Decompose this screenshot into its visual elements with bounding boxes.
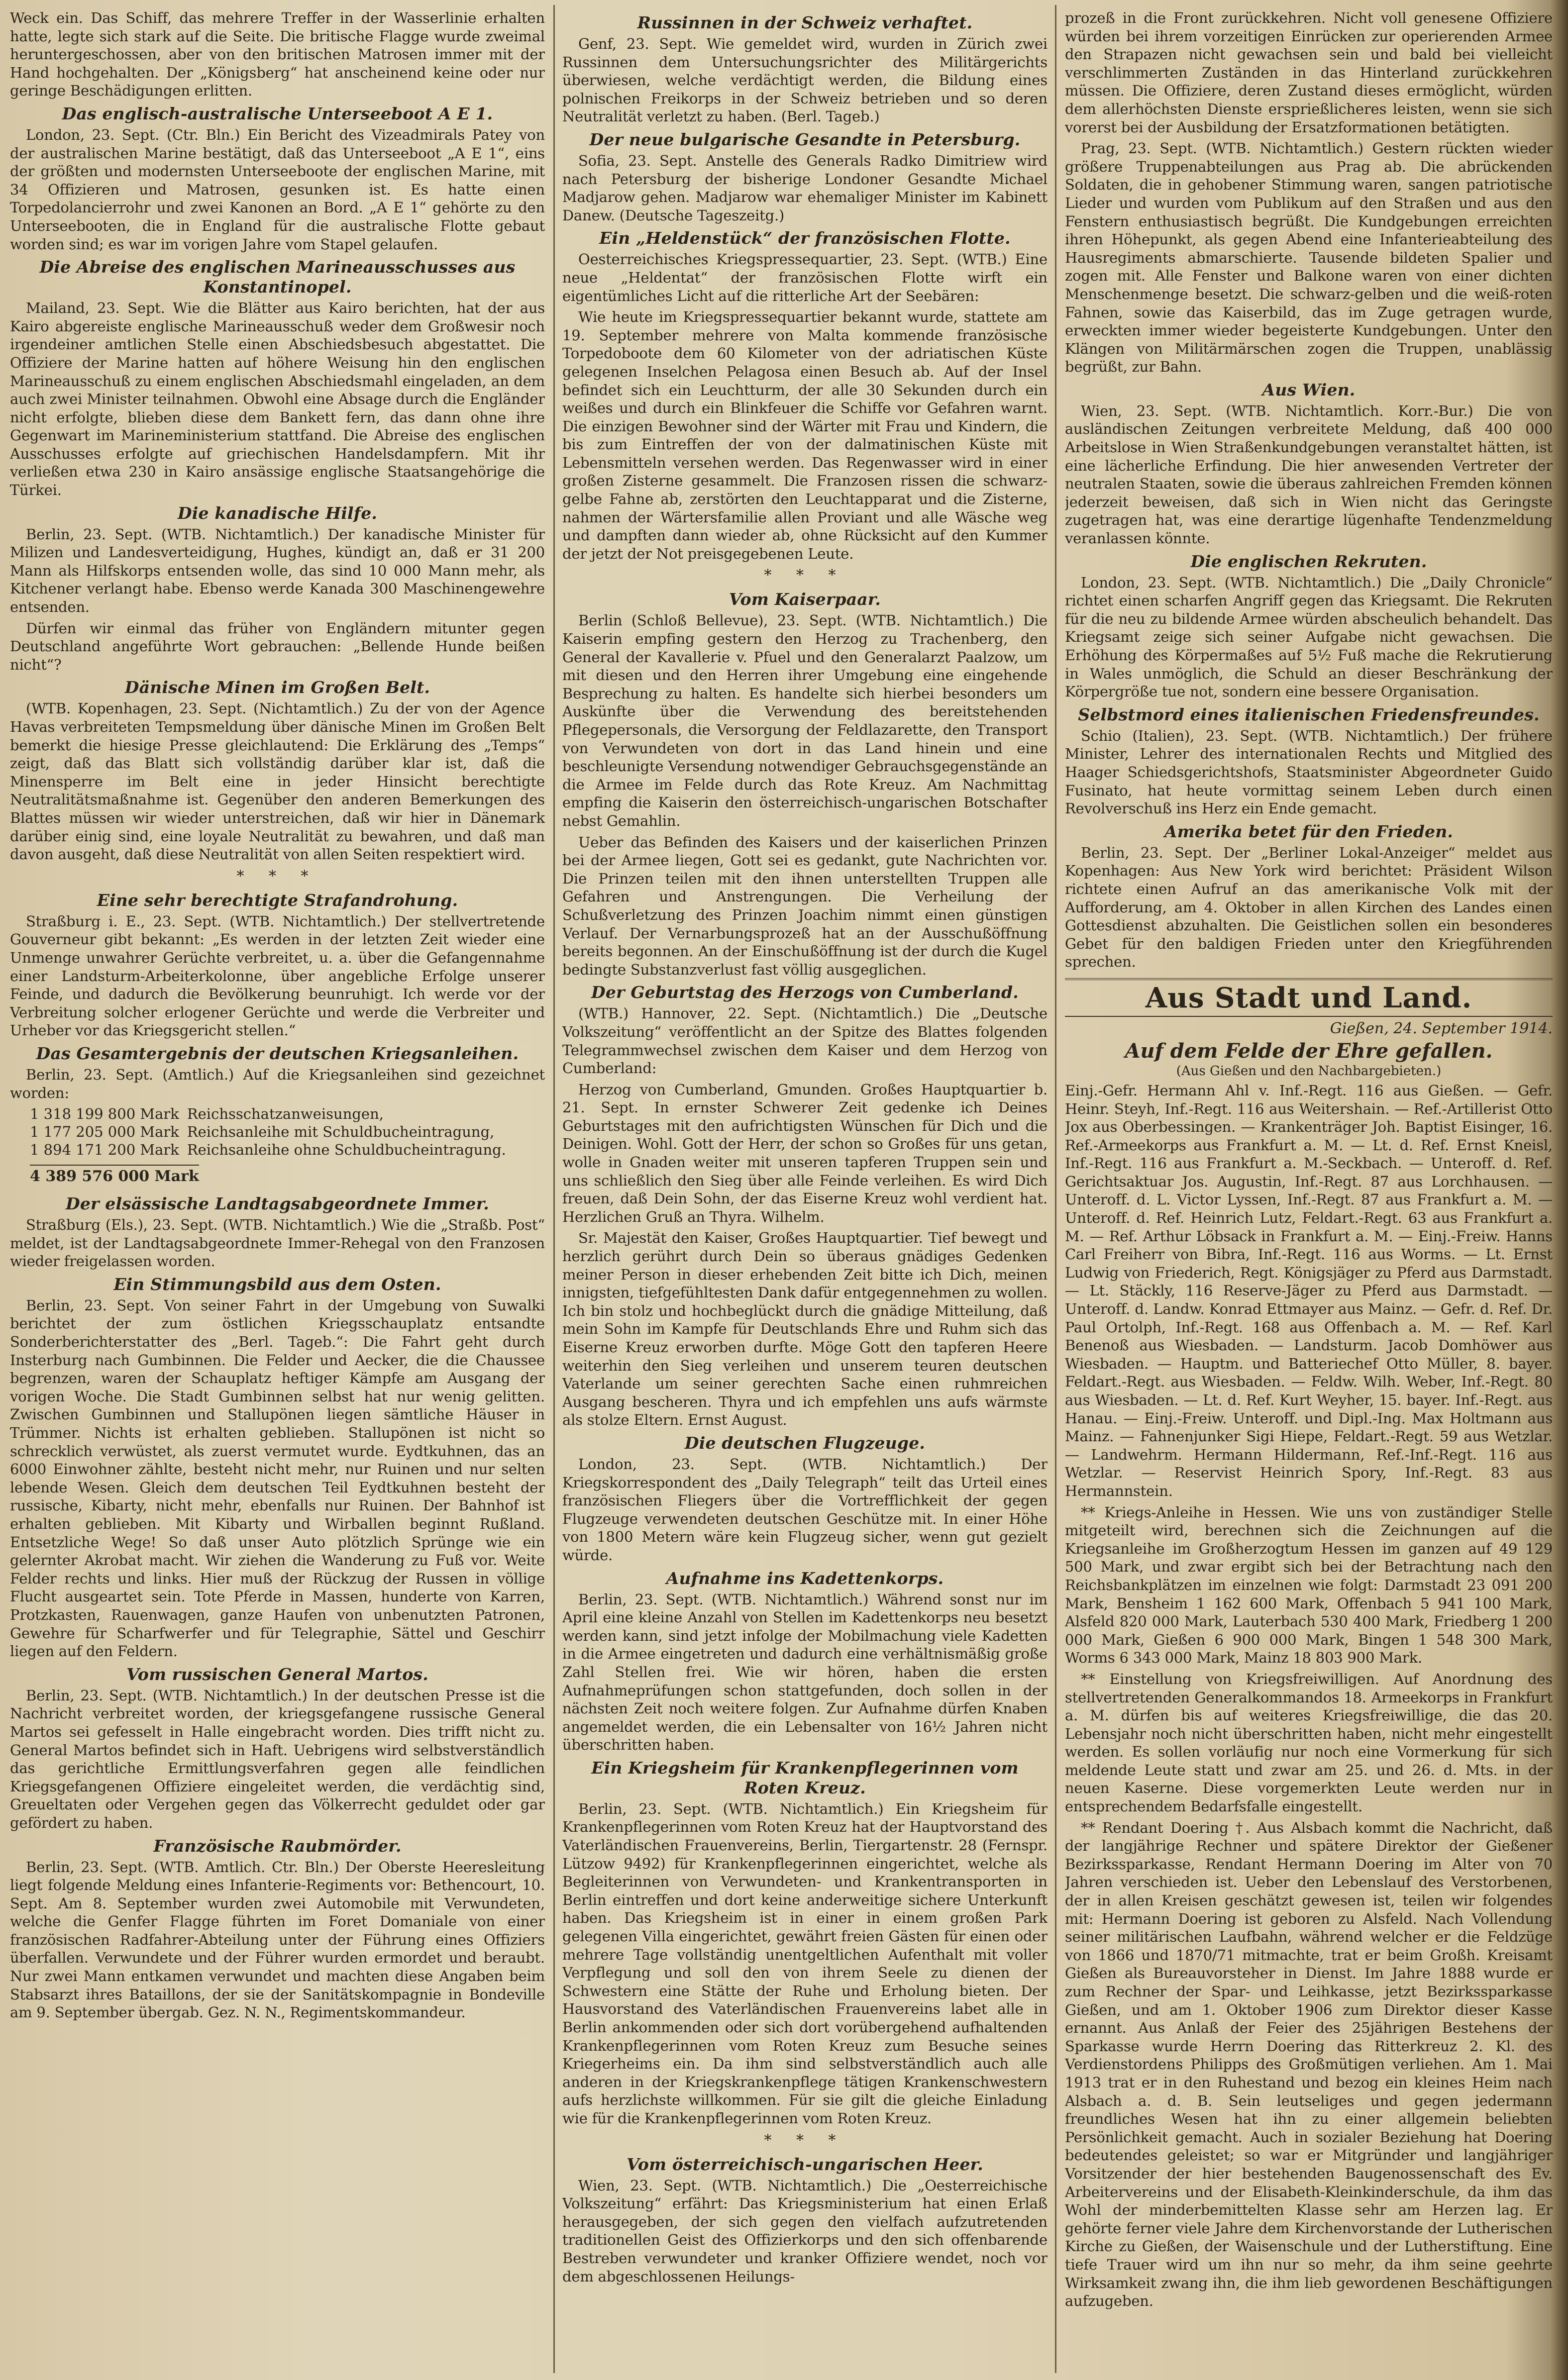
article-paragraph: Wien, 23. Sept. (WTB. Nichtamtlich. Korr.-Bur.) Die von ausländischen Zeitungen verbreitete Meldung, daß 400 000 Arbeitslose in Wien Straßenkundgebungen veranstaltet hätten, ist eine lächerliche Erfindung. Die hier anwesenden Vertreter der neutralen Staaten, sowie die überaus zahlreichen Fremden können jederzeit beweisen, daß sich in Wien nicht das Geringste zugetragen hat, was eine derartige lügenhafte Tendenzmeldung veranlassen könnte.	[1065, 402, 1553, 547]
article-paragraph: London, 23. Sept. (Ctr. Bln.) Ein Bericht des Vizeadmirals Patey von der australischen Marine bestätigt, daß das Unterseeboot „A E 1“, eins der größten und modernsten Unterseeboote der englischen Marine, mit 34 Offizieren und Matrosen, gesunken ist. Es hatte einen Torpedolancierrohr und zwei Kanonen an Bord. „A E 1“ gehörte zu den Unterseebooten, die in England für die australische Flotte gebaut worden sind; es war im vorigen Jahre vom Stapel gelaufen.	[10, 126, 545, 253]
article-paragraph: (WTB.) Hannover, 22. Sept. (Nichtamtlich.) Die „Deutsche Volkszeitung“ veröffentlicht an der Spitze des Blattes folgenden Telegrammwechsel zwischen dem Kaiser und dem Herzog von Cumberland:	[562, 1005, 1047, 1077]
article-paragraph: ** Einstellung von Kriegsfreiwilligen. Auf Anordnung des stellvertretenden Generalkommandos 18. Armeekorps in Frankfurt a. M. dürfen bis auf weiteres Kriegsfreiwillige, die das 20. Lebensjahr noch nicht überschritten haben, nicht mehr eingestellt werden. Es sollen vorläufig nur noch eine Vormerkung für sich meldende Leute statt und zwar am 25. und 26. d. Mts. in der neuen Kaserne. Diese vorgemerkten Leute werden nur in entsprechendem Bedarfsfalle eingestellt.	[1065, 1670, 1553, 1815]
article-headline: Vom russischen General Martos.	[126, 1664, 428, 1684]
column-right-top	[1065, 9, 1553, 971]
article-headline: Die kanadische Hilfe.	[177, 503, 378, 523]
article-paragraph: Genf, 23. Sept. Wie gemeldet wird, wurden in Zürich zwei Russinnen dem Untersuchungsrichter des Militärgerichts überwiesen, welche verdächtigt werden, die Bildung eines polnischen Freikorps in der Schweiz betrieben und so deren Neutralität verletzt zu haben. (Berl. Tageb.)	[562, 35, 1047, 125]
column-rule	[1055, 5, 1056, 2373]
fallen-heading: Auf dem Felde der Ehre gefallen.	[1125, 1039, 1493, 1063]
article-headline: Aufnahme ins Kadettenkorps.	[666, 1568, 944, 1588]
separator-stars: * * *	[236, 867, 318, 885]
article-headline: Eine sehr berechtigte Strafandrohung.	[97, 890, 458, 910]
article-headline: Ein Stimmungsbild aus dem Osten.	[113, 1274, 441, 1294]
article-paragraph: Berlin, 23. Sept. Der „Berliner Lokal-Anzeiger“ meldet aus Kopenhagen: Aus New York wird berichtet: Präsident Wilson richtete einen Aufruf an das amerikanische Volk mit der Aufforderung, am 4. Oktober in allen Kirchen des Landes einen Gottesdienst abzuhalten. Die Geistlichen sollen ein besonderes Gebet für den baldigen Frieden unter den Kriegführenden sprechen.	[1065, 844, 1553, 971]
article-paragraph: Berlin, 23. Sept. Von seiner Fahrt in der Umgebung von Suwalki berichtet der zum östlichen Kriegsschauplatz entsandte Sonderberichterstatter des „Berl. Tageb.“: Die Fahrt geht durch Insterburg nach Gumbinnen. Die Felder und Aecker, die die Chaussee begrenzen, waren der Schauplatz heftiger Kämpfe am Ausgang der vorigen Woche. Die Stadt Gumbinnen selbst hat nur wenig gelitten. Zwischen Gumbinnen und Stallupönen liegen sämtliche Häuser in Trümmer. Nichts ist erhalten geblieben. Stallupönen ist nicht so schrecklich verwüstet, als zuerst vermutet wurde. Eydtkuhnen, das an 6000 Einwohner zählte, besteht nicht mehr, nur Ruinen und nur selten lebende Wesen. Gleich dem deutschen Teil Eydtkuhnen besteht der russische, Kibarty, nicht mehr, ebenfalls nur Ruinen. Der Bahnhof ist erhalten geblieben. Mit Kibarty und Wirballen beginnt Rußland. Entsetzliche Wege! So daß unser Auto plötzlich Sprünge wie ein gelernter Akrobat macht. Wir ziehen die Wanderung zu Fuß vor. Weite Felder rechts und links. Hier muß der Rückzug der Russen in völlige Flucht ausgeartet sein. Tote Pferde in Massen, hunderte von Karren, Protzkasten, Rauenwagen, ganze Haufen von unbenutzten Patronen, Gewehre für Scharfwerfer und für Telegraphie, Sättel und Geschirr liegen auf den Feldern.	[10, 1296, 545, 1660]
loan-type: Reichsschatzanweisungen,	[187, 1105, 384, 1123]
article-paragraph: Straßburg i. E., 23. Sept. (WTB. Nichtamtlich.) Der stellvertretende Gouverneur gibt bekannt: „Es werden in der letzten Zeit wieder eine Unmenge unwahrer Gerüchte verbreitet, u. a. über die Gefangennahme einer Landsturm-Arbeiterkolonne, über angebliche Erfolge unserer Feinde, und dadurch die Bevölkerung beunruhigt. Ich werde vor der Verbreitung solcher erlogener Gerüchte und werde die Verbreiter und Urheber vor das Kriegsgericht stellen.“	[10, 912, 545, 1039]
article-paragraph: Dürfen wir einmal das früher von Engländern mitunter gegen Deutschland angeführte Wort gebrauchen: „Bellende Hunde beißen nicht“?	[10, 619, 545, 673]
column-right	[1065, 9, 1553, 2367]
table-row	[30, 1123, 512, 1141]
article-paragraph: London, 23. Sept. (WTB. Nichtamtlich.) Die „Daily Chronicle“ richtet einen scharfen Angriff gegen das Kriegsamt. Die Rekruten für die neu zu bildende Armee würden abscheulich behandelt. Das Kriegsamt zeige sich seiner Aufgabe nicht gewachsen. Die Erhöhung des Körpermaßes auf 5½ Fuß mache die Rekrutierung in Wales unmöglich, die Schuld an dieser Beschränkung der Körpergröße tue not, sondern eine bessere Organisation.	[1065, 574, 1553, 700]
article-paragraph: Berlin, 23. Sept. (WTB. Nichtamtlich.) Während sonst nur im April eine kleine Anzahl von Stellen im Kadettenkorps neu besetzt werden kann, sind jetzt infolge der Mobilmachung viele Kadetten in die Armee eingetreten und dadurch eine verhältnismäßig große Zahl Stellen frei. Wie wir hören, haben die ersten Aufnahmeprüfungen schon stattgefunden, doch sollen in der nächsten Zeit noch weitere folgen. Zur Aufnahme dürfen Knaben angemeldet werden, die ein Lebensalter von 16½ Jahren nicht überschritten haben.	[562, 1590, 1047, 1754]
article-headline: Die Abreise des englischen Marineausschusses aus Konstantinopel.	[39, 257, 516, 297]
article-paragraph: Herzog von Cumberland, Gmunden. Großes Hauptquartier b. 21. Sept. In ernster Schwerer Zeit gedenke ich Deines Geburtstages mit den aufrichtigsten Wünschen für Dich und die Deinigen. Wohl. Gott der Herr, der schon so Großes für uns getan, wolle in Gnaden weiter mit unseren tapferen Truppen sein und uns schließlich den Sieg über alle Feinde verleihen. Es wird Dich freuen, daß Dein Sohn, der das Eiserne Kreuz wohl verdient hat. Herzlichen Gruß an Thyra. Wilhelm.	[562, 1081, 1047, 1225]
article-paragraph: Ueber das Befinden des Kaisers und der kaiserlichen Prinzen bei der Armee liegen, Gott sei es gedankt, gute Nachrichten vor. Die Prinzen teilen mit den ihnen unterstellten Truppen alle Gefahren und Anstrengungen. Die Verheilung der Schußverletzung des Prinzen Joachim nimmt einen günstigen Verlauf. Der Vernarbungsprozeß hat an der Ausschußöffnung bereits begonnen. An der Einschußöffnung ist der durch die Kugel bedingte Substanzverlust fast völlig ausgeglichen.	[562, 833, 1047, 978]
article-paragraph: Sr. Majestät den Kaiser, Großes Hauptquartier. Tief bewegt und herzlich gerührt durch Dein so überaus gnädiges Gedenken meiner Person in dieser erhebenden Zeit bitte ich Dich, meinen innigsten, tiefgefühltesten Dank dafür entgegennehmen zu wollen. Ich bin stolz und hochbeglückt durch die gnädige Mitteilung, daß mein Sohn im Kampfe für Deutschlands Ehre und Ruhm sich das Eiserne Kreuz erworben durfte. Möge Gott den tapferen Heere weiterhin den Sieg verleihen und unserem teuren deutschen Vaterlande um seiner gerechten Sache einen ruhmreichen Ausgang bescheren. Thyra und ich empfehlen uns aufs wärmste als stolze Eltern. Ernst August.	[562, 1229, 1047, 1429]
column-right-local	[1065, 1082, 1553, 2310]
war-loan-rows	[30, 1105, 512, 1159]
article-headline: Vom Kaiserpaar.	[729, 590, 881, 609]
article-headline: Der Geburtstag des Herzogs von Cumberland.	[591, 983, 1019, 1002]
article-paragraph: (WTB. Kopenhagen, 23. Sept. (Nichtamtlich.) Zu der von der Agence Havas verbreiteten Tempsmeldung über dänische Minen im Großen Belt bemerkt die hiesige Presse gleichlautend: Die Erklärung des „Temps“ zeigt, daß das Blatt sich vollständig darüber klar ist, daß die Minensperre im Belt eine in jeder Hinsicht berechtigte Neutralitätsmaßnahme ist. Gegenüber den anderen Bemerkungen des Blattes müssen wir wieder unterstreichen, daß wir hier in Dänemark darüber einig sind, eine loyale Neutralität zu bewahren, und daß man davon ausgeht, daß diese Neutralität von allen Seiten respektiert wird.	[10, 700, 545, 863]
article-headline: Das Gesamtergebnis der deutschen Kriegsanleihen.	[36, 1043, 519, 1063]
table-row	[30, 1105, 512, 1123]
column-rule	[553, 5, 555, 2373]
loan-type: Reichsanleihe ohne Schuldbucheintragung.	[187, 1141, 506, 1159]
article-headline: Französische Raubmörder.	[153, 1836, 402, 1856]
article-headline: Der elsässische Landtagsabgeordnete Immer.	[66, 1194, 489, 1214]
article-headline: Der neue bulgarische Gesandte in Petersburg.	[589, 129, 1021, 149]
article-paragraph: Sofia, 23. Sept. Anstelle des Generals Radko Dimitriew wird nach Petersburg der bisherige Londoner Gesandte Michael Madjarow gehen. Madjarow war ehemaliger Minister im Kabinett Danew. (Deutsche Tageszeitg.)	[562, 152, 1047, 224]
column-left	[10, 9, 545, 2367]
table-row	[30, 1141, 512, 1159]
fallen-source-note: (Aus Gießen und den Nachbargebieten.)	[1176, 1063, 1442, 1079]
local-section-title: Aus Stadt und Land.	[1065, 978, 1553, 1017]
article-paragraph: Berlin (Schloß Bellevue), 23. Sept. (WTB. Nichtamtlich.) Die Kaiserin empfing gestern den Herzog zu Trachenberg, den General der Kavallerie v. Pfuel und den Generalarzt Paalzow, um mit diesen und den Herren ihrer Umgebung eine eingehende Besprechung zu halten. Es handelte sich hierbei besonders um Auskünfte über die Verwendung des bereitstehenden Pflegepersonals, die Versorgung der Feldlazarette, den Transport von Verwundeten von dort in das Land hinein und eine beschleunigte Versendung notwendiger Gebrauchsgegenstände an die Armee im Felde durch das Rote Kreuz. Am Nachmittag empfing die Kaiserin den österreichisch-ungarischen Botschafter nebst Gemahlin.	[562, 612, 1047, 829]
article-paragraph: Weck ein. Das Schiff, das mehrere Treffer in der Wasserlinie erhalten hatte, legte sich stark auf die Seite. Die britische Flagge wurde zweimal heruntergeschossen, aber von den britischen Matrosen immer mit der Hand hochgehalten. Der „Königsberg“ hat anscheinend keine oder nur geringe Beschädigungen erlitten.	[10, 9, 545, 99]
article-paragraph: Schio (Italien), 23. Sept. (WTB. Nichtamtlich.) Der frühere Minister, Lehrer des internationalen Rechts und Mitglied des Haager Schiedsgerichtshofs, Staatsminister Abgeordneter Guido Fusinato, hat heute vormittag seinem Leben durch einen Revolverschuß ins Herz ein Ende gemacht.	[1065, 727, 1553, 817]
article-headline: Russinnen in der Schweiz verhaftet.	[637, 13, 973, 32]
loan-amount: 1 318 199 800 Mark	[30, 1105, 179, 1123]
article-headline: Die deutschen Flugzeuge.	[684, 1433, 926, 1453]
article-headline: Die englischen Rekruten.	[1190, 551, 1427, 571]
article-paragraph: ** Kriegs-Anleihe in Hessen. Wie uns von zuständiger Stelle mitgeteilt wird, berechnen sich die Zeichnungen auf die Kriegsanleihe im Großherzogtum Hessen im ganzen auf 49 129 500 Mark, und zwar ergibt sich bei der Betrachtung nach den Reichsbankplätzen im einzelnen wie folgt: Darmstadt 23 091 200 Mark, Bensheim 1 162 600 Mark, Offenbach 5 941 100 Mark, Alsfeld 820 000 Mark, Lauterbach 530 400 Mark, Friedberg 1 200 000 Mark, Gießen 6 900 000 Mark, Bingen 1 548 300 Mark, Worms 6 343 000 Mark, Mainz 18 803 900 Mark.	[1065, 1503, 1553, 1667]
article-paragraph: Wie heute im Kriegspressequartier bekannt wurde, stattete am 19. September mehrere von Malta kommende französische Torpedoboote dem 60 Kilometer von der adriatischen Küste gelegenen Inselchen Pelagosa einen Besuch ab. Auf der Insel befindet sich ein Leuchtturm, der alle 30 Sekunden durch ein weißes und durch ein Blinkfeuer die Schiffe vor Gefahren warnt. Die einzigen Bewohner sind der Wärter mit Frau und Kindern, die bis zum Eintreffen der von der dalmatinischen Küste mit Lebensmitteln versehen werden. Das Regenwasser wird in einer großen Zisterne gesammelt. Die Franzosen rissen die schwarz-gelbe Fahne ab, zerstörten den Leuchtapparat und die Zisterne, nahmen der Wärtersfamilie allen Proviant und alle Wäsche weg und dampften dann wieder ab, ohne Rücksicht auf den Kummer der jetzt der Not preisgegebenen Leute.	[562, 308, 1047, 562]
loan-amount: 1 177 205 000 Mark	[30, 1123, 179, 1141]
article-headline: Ein „Heldenstück“ der französischen Flotte.	[599, 228, 1011, 248]
article-paragraph: Berlin, 23. Sept. (WTB. Nichtamtlich.) In der deutschen Presse ist die Nachricht verbreitet worden, der kriegsgefangene russische General Martos sei gefesselt in Halle eingebracht worden. Dies trifft nicht zu. General Martos befindet sich in Haft. Uebrigens wird selbstverständlich das gerichtliche Ermittlungsverfahren gegen alle feindlichen Kriegsgefangenen Offiziere eingeleitet werden, die verdächtig sind, Greueltaten oder Vergehen gegen das Völkerrecht geduldet oder gar gefördert zu haben.	[10, 1686, 545, 1831]
article-paragraph: Berlin, 23. Sept. (WTB. Amtlich. Ctr. Bln.) Der Oberste Heeresleitung liegt folgende Meldung eines Infanterie-Regiments vor: Bethencourt, 10. Sept. Am 8. September wurden zwei Automobile mit Verwundeten, welche die Genfer Flagge führten im Foret Domaniale von einer französischen Radfahrer-Abteilung unter der Führung eines Offiziers überfallen. Verwundete und der Führer wurden ermordet und beraubt. Nur zwei Mann entkamen verwundet und machten diese Angaben beim Stabsarzt ihres Bataillons, der sie der Sanitätskompagnie in Bondeville am 9. September übergab. Gez. N. N., Regimentskommandeur.	[10, 1858, 545, 2021]
article-paragraph: Straßburg (Els.), 23. Sept. (WTB. Nichtamtlich.) Wie die „Straßb. Post“ meldet, ist der Landtagsabgeordnete Immer-Rehegal von den Franzosen wieder freigelassen worden.	[10, 1216, 545, 1270]
article-paragraph: Mailand, 23. Sept. Wie die Blätter aus Kairo berichten, hat der aus Kairo abgereiste englische Marineausschuß weder dem Großwesir noch irgendeiner amtlichen Stelle einen Abschiedsbesuch abgestattet. Die Offiziere der Marine hatten auf höhere Weisung hin den englischen Marineausschuß zu einem englischen Abschiedsmahl eingeladen, an dem auch zwei Minister teilnahmen. Obwohl eine Absage durch die Engländer nicht erfolgte, blieben diese dem Bankett fern, das dann ohne ihre Gegenwart im Marineministerium stattfand. Die Abreise des englischen Ausschusses erfolgte auf griechischen Handelsdampfern. Mit ihr verließen etwa 230 in Kairo ansässige englische Staatsangehörige die Türkei.	[10, 299, 545, 499]
local-dateline: Gießen, 24. September 1914.	[1330, 1019, 1553, 1037]
article-paragraph: Oesterreichisches Kriegspressequartier, 23. Sept. (WTB.) Eine neue „Heldentat“ der französischen Flotte wirft ein eigentümliches Licht auf die ritterliche Art der Seebären:	[562, 251, 1047, 304]
article-headline: Selbstmord eines italienischen Friedensfreundes.	[1078, 704, 1540, 724]
loan-type: Reichsanleihe mit Schuldbucheintragung,	[187, 1123, 495, 1141]
article-headline: Ein Kriegsheim für Krankenpflegerinnen vom Roten Kreuz.	[591, 1758, 1019, 1797]
article-paragraph: prozeß in die Front zurückkehren. Nicht voll genesene Offiziere würden bei ihrem vorzeitigen Einrücken zur operierenden Armee den Strapazen nicht gewachsen sein und bald bei vielleicht verschlimmerten Zuständen in das Hinterland zurückkehren müssen. Die Offiziere, deren Zustand dieses ermöglicht, würden dem allerhöchsten Dienste ersprießlicheres leisten, wenn sie sich vorerst bei der Ausbildung der Ersatzformationen betätigten.	[1065, 9, 1553, 136]
article-paragraph: Wien, 23. Sept. (WTB. Nichtamtlich.) Die „Oesterreichische Volkszeitung“ erfährt: Das Kriegsministerium hat einen Erlaß herausgegeben, der sich gegen den vielfach aufzutretenden traditionellen Geist des Offizierkorps und den sich offenbarende Bestreben verwundeter und kranker Offiziere wendet, noch vor dem abgeschlossenen Heilungs-	[562, 2177, 1047, 2285]
article-paragraph: Berlin, 23. Sept. (Amtlich.) Auf die Kriegsanleihen sind gezeichnet worden:	[10, 1066, 545, 1101]
separator-stars: * * *	[764, 567, 846, 585]
loan-amount: 1 894 171 200 Mark	[30, 1141, 179, 1159]
article-paragraph: Berlin, 23. Sept. (WTB. Nichtamtlich.) Ein Kriegsheim für Krankenpflegerinnen vom Roten Kreuz hat der Hauptvorstand des Vaterländischen Frauenvereins, Berlin, Tiergartenstr. 28 (Fernspr. Lützow 9492) für Krankenpflegerinnen eingerichtet, welche als Begleiterinnen von Verwundeten- und Krankentransporten in Berlin eintreffen und dort keine anderweitige sichere Unterkunft haben. Das Kriegsheim ist in einer in einem großen Park gelegenen Villa eingerichtet, gewährt freien Gästen für einen oder mehrere Tage vollständig unentgeltlichen Aufenthalt mit voller Verpflegung und soll den von ihrem Seele zu dienen der Schwestern eine Stätte der Ruhe und Erholung bieten. Der Hausvorstand des Vaterländischen Frauenvereins labet alle in Berlin ankommenden oder sich dort vorübergehend aufhaltenden Krankenpflegerinnen vom Roten Kreuz zum Besuche seines Kriegerheims ein. Da ihm sind selbstverständlich auch alle anderen in der Kriegskrankenpflege tätigen Krankenschwestern aufs herzlichste willkommen. Für sie gilt die gleiche Einladung wie für die Krankenpflegerinnen vom Roten Kreuz.	[562, 1800, 1047, 2127]
war-loan-table	[10, 1105, 545, 1190]
article-headline: Amerika betet für den Frieden.	[1164, 821, 1454, 841]
article-paragraph: ** Rendant Doering †. Aus Alsbach kommt die Nachricht, daß der langjährige Rechner und spätere Direktor der Gießener Bezirkssparkasse, Rendant Hermann Doering im Alter von 70 Jahren verschieden ist. Ueber den Lebenslauf des Verstorbenen, der in allen Kreisen geschätzt gewesen ist, teilen wir folgendes mit: Hermann Doering ist geboren zu Alsfeld. Nach Vollendung seiner militärischen Laufbahn, während welcher er die Feldzüge von 1866 und 1870/71 mitmachte, trat er beim Großh. Kreisamt Gießen als Bureauvorsteher in Dienst. Im Jahre 1888 wurde er zum Rechner der Spar- und Leihkasse, jetzt Bezirkssparkasse Gießen, und am 1. Oktober 1906 zum Direktor dieser Kasse ernannt. Aus Anlaß der Feier des 25jährigen Bestehens der Sparkasse wurde Herrn Doering das Ritterkreuz 2. Kl. des Verdienstordens Philipps des Großmütigen verliehen. Am 1. Mai 1913 trat er in den Ruhestand und bezog ein kleines Heim nach Alsbach a. d. B. Sein leutseliges und gegen jedermann freundliches Wesen hat ihn zu einer allgemein beliebten Persönlichkeit gemacht. Auch in sozialer Beziehung hat Doering bedeutendes geleistet; so war er Mitgründer und langjähriger Vorsitzender der hier bestehenden Baugenossenschaft des Ev. Arbeitervereins und der Elisabeth-Kleinkinderschule, da ihm das Wohl der minderbemittelten Klasse sehr am Herzen lag. Er gehörte ferner viele Jahre dem Kirchenvorstande der Lutherischen Kirche zu Gießen, der Waisenschule und der Lutherstiftung. Eine tiefe Trauer wird um ihn nur so mehr, da ihm seine geehrte Wirksamkeit zwang ihn, die ihm lieb gewordenen Beschäftigungen aufzugeben.	[1065, 1819, 1553, 2310]
article-headline: Aus Wien.	[1262, 380, 1356, 399]
article-headline: Vom österreichisch-ungarischen Heer.	[627, 2154, 983, 2174]
article-paragraph: Einj.-Gefr. Hermann Ahl v. Inf.-Regt. 116 aus Gießen. — Gefr. Heinr. Steyh, Inf.-Regt. 116 aus Weitershain. — Ref.-Artillerist Otto Jox aus Oberbessingen. — Krankenträger Joh. Baptist Eisinger, 16. Ref.-Armeekorps aus Frankfurt a. M. — Lt. d. Ref. Ernst Kneisl, Inf.-Regt. 116 aus Frankfurt a. M.-Seckbach. — Unteroff. d. Ref. Gerichtsaktuar Jos. Augustin, Inf.-Regt. 87 aus Lorchhausen. — Unteroff. d. L. Victor Lyssen, Inf.-Regt. 87 aus Frankfurt a. M. — Unteroff. d. Ref. Heinrich Lutz, Feldart.-Regt. 63 aus Frankfurt a. M. — Ref. Arthur Löbsack in Frankfurt a. M. — Einj.-Freiw. Hanns Carl Freiherr von Bibra, Inf.-Regt. 116 aus Worms. — Lt. Ernst Ludwig von Friederich, Regt. Königsjäger zu Pferd aus Darmstadt. — Lt. Stäckly, 116 Reserve-Jäger zu Pferd aus Darmstadt. — Unteroff. d. Landw. Konrad Ettmayer aus Mainz. — Gefr. d. Ref. Dr. Paul Ortolph, Inf.-Regt. 168 aus Offenbach a. M. — Ref. Karl Benenoß aus Wiesbaden. — Landsturm. Jacob Domhöwer aus Wiesbaden. — Hauptm. und Batteriechef Otto Müller, 8. bayer. Feldart.-Regt. aus Wiesbaden. — Feldw. Wilh. Weber, Inf.-Regt. 80 aus Wiesbaden. — Lt. d. Ref. Kurt Weyher, 15. bayer. Inf.-Regt. aus Hanau. — Einj.-Freiw. Unteroff. und Dipl.-Ing. Max Holtmann aus Mainz. — Fahnenjunker Sigi Hiepe, Feldart.-Regt. 59 aus Wetzlar. — Landwehrm. Hermann Hildermann, Ref.-Inf.-Regt. 116 aus Wetzlar. — Reservist Heinrich Spory, Inf.-Regt. 83 aus Hermannstein.	[1065, 1082, 1553, 1499]
separator-stars: * * *	[764, 2131, 846, 2149]
article-paragraph: London, 23. Sept. (WTB. Nichtamtlich.) Der Kriegskorrespondent des „Daily Telegraph“ teilt das Urteil eines französischen Fliegers über die Vortrefflichkeit der gegen Flugzeuge verwendeten deutschen Geschütze mit. In einer Höhe von 1800 Metern wäre kein Flugzeug sicher, wenn gut gezielt würde.	[562, 1455, 1047, 1564]
article-headline: Dänische Minen im Großen Belt.	[124, 678, 430, 697]
article-headline: Das englisch-australische Unterseeboot A E 1.	[62, 103, 493, 123]
article-paragraph: Berlin, 23. Sept. (WTB. Nichtamtlich.) Der kanadische Minister für Milizen und Landesverteidigung, Hughes, kündigt an, daß er 31 200 Mann als Hilfskorps entsenden wolle, das sind 10 000 Mann mehr, als Kitchener verlangt habe. Ebenso werde Kanada 300 Maschinengewehre entsenden.	[10, 525, 545, 616]
column-middle	[562, 9, 1047, 2367]
loan-total: 4 389 576 000 Mark	[30, 1165, 199, 1185]
article-paragraph: Prag, 23. Sept. (WTB. Nichtamtlich.) Gestern rückten wieder größere Truppenabteilungen aus Prag ab. Die abrückenden Soldaten, die in gehobener Stimmung waren, sangen patriotische Lieder und wurden vom Publikum auf den Straßen und aus den Fenstern enthusiastisch begrüßt. Die Kundgebungen erreichten ihren Höhepunkt, als gegen Abend eine Infanterieabteilung des Hausregiments abmarschierte. Tausende bildeten Spalier und zogen mit. Alle Fenster und Balkone waren von einer dichten Menschenmenge besetzt. Die schwarz-gelben und die weiß-roten Fahnen, sowie das Kaiserbild, das im Zuge getragen wurde, erweckten immer wieder begeisterte Kundgebungen. Unter den Klängen von Militärmärschen zogen die Truppen, unablässig begrüßt, zur Bahn.	[1065, 140, 1553, 376]
